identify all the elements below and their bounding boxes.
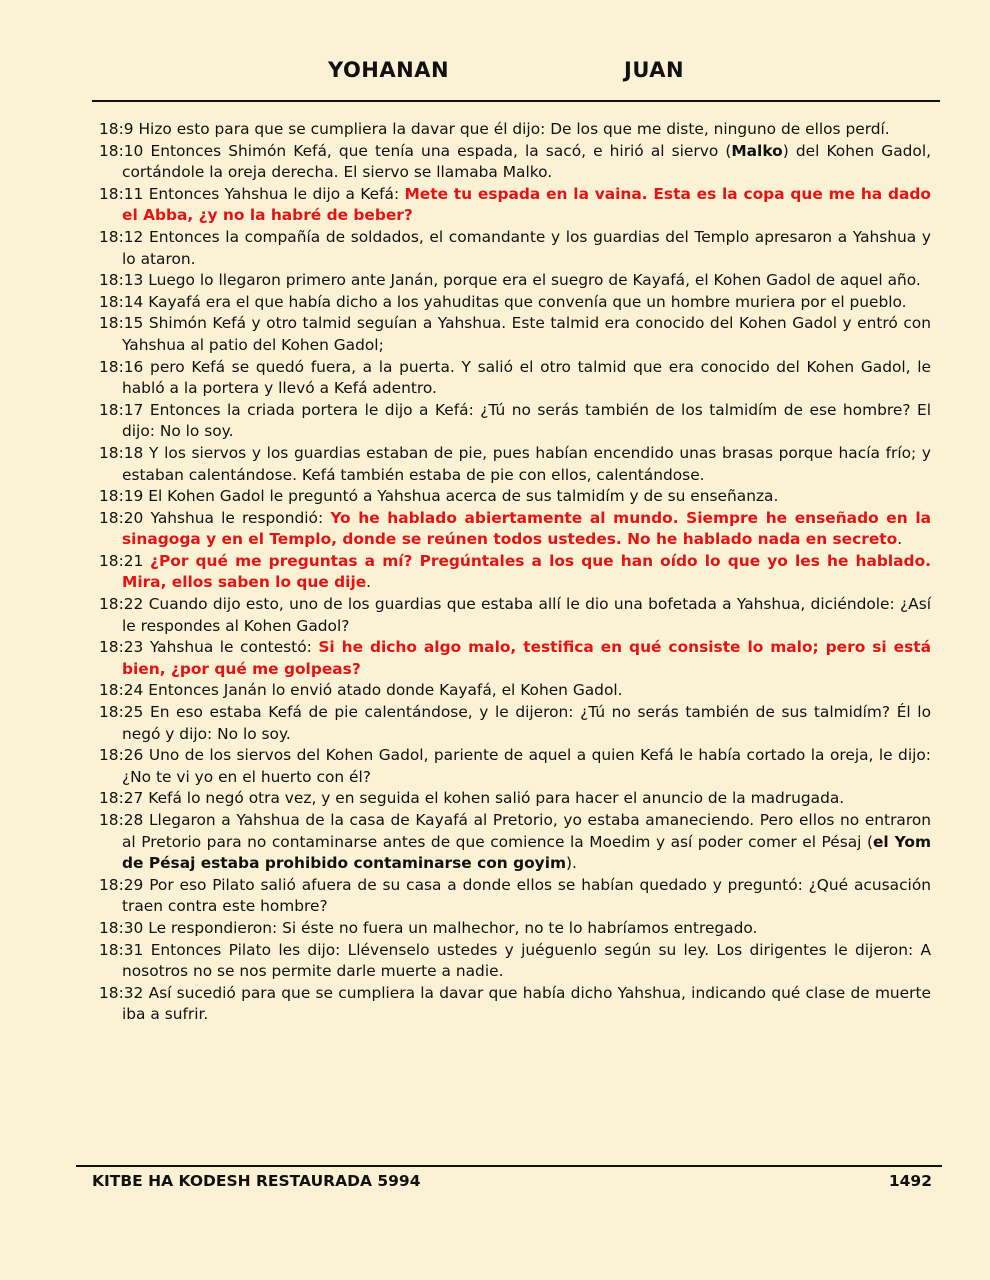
verse-ref: 18:23 [99,638,144,657]
verse [99,594,931,637]
page-number: 1492 [888,1172,932,1190]
verse-ref: 18:15 [99,314,144,333]
verse [99,918,931,940]
verse-text: Malko [731,141,783,160]
verse-text: Entonces Janán lo envió atado donde Kayafá, el Kohen Gadol. [148,681,623,700]
verse-ref: 18:17 [99,400,144,419]
verse-ref: 18:13 [99,271,144,290]
verse [99,270,931,292]
verse-ref: 18:9 [99,120,134,138]
verse-words-of-yahshua: ¿Por qué me preguntas a mí? Pregúntales a los que han oído lo que yo les he hablado. Mira, ellos saben lo que dije [122,551,931,592]
verse-text: ) del Kohen Gadol, cortándole la oreja derecha. El siervo se llamaba Malko. [122,141,931,182]
verse [99,313,931,356]
verse-text: Kefá lo negó otra vez, y en seguida el kohen salió para hacer el anuncio de la madrugada. [148,789,845,808]
verse [99,940,931,983]
verse-ref: 18:25 [99,703,144,722]
verse-list [99,119,931,1026]
verse-ref: 18:20 [99,508,144,527]
verse-text: Yahshua le respondió: [150,508,331,527]
verse-text: Yahshua le contestó: [149,638,319,657]
book-title-hebrew: YOHANAN [328,58,450,82]
verse-text: Shimón Kefá y otro talmid seguían a Yahshua. Este talmid era conocido del Kohen Gadol y entró con Yahshua al patio del Kohen Gadol; [122,314,931,354]
verse [99,788,931,810]
verse [99,400,931,443]
verse-text: Entonces Yahshua le dijo a Kefá: [148,184,405,203]
header-divider [92,100,940,102]
verse-text: Entonces la criada portera le dijo a Kefá: ¿Tú no serás también de los talmidím de ese hombre? El dijo: No lo soy. [122,400,931,441]
verse [99,637,931,680]
verse-ref: 18:18 [99,443,144,462]
verse [99,551,931,594]
verse-text: Uno de los siervos del Kohen Gadol, pariente de aquel a quien Kefá le había cortado la oreja, le dijo: ¿No te vi yo en el huerto con él? [122,746,931,786]
verse-ref: 18:24 [99,681,144,700]
verse-ref: 18:27 [99,789,144,808]
verse-text: Le respondieron: Si éste no fuera un malhechor, no te lo habríamos entregado. [148,918,758,937]
verse-ref: 18:28 [99,811,144,829]
page-header [0,58,990,88]
verse-text: Hizo esto para que se cumpliera la davar que él dijo: De los que me diste, ninguno de ellos perdí. [138,120,890,138]
verse-text: Kayafá era el que había dicho a los yahuditas que convenía que un hombre muriera por el pueblo. [148,292,907,311]
verse-ref: 18:26 [99,746,144,765]
verse [99,702,931,745]
verse-ref: 18:12 [99,227,144,246]
verse-text: El Kohen Gadol le preguntó a Yahshua acerca de sus talmidím y de su enseñanza. [148,487,779,506]
verse-words-of-yahshua: Yo he hablado abiertamente al mundo. Siempre he enseñado en la sinagoga y en el Templo, donde se reúnen todos ustedes. No he hablado nada en secreto [122,508,931,549]
verse-ref: 18:32 [99,983,144,1002]
page-footer [92,1172,932,1194]
verse [99,357,931,400]
verse-ref: 18:31 [99,940,144,959]
verse [99,508,931,551]
verse [99,184,931,227]
verse [99,443,931,486]
footer-title: KITBE HA KODESH RESTAURADA 5994 [92,1172,421,1190]
footer-divider [76,1165,942,1167]
verse-text: En eso estaba Kefá de pie calentándose, y le dijeron: ¿Tú no serás también de sus talmidím? Él lo negó y dijo: No lo soy. [122,703,931,743]
verse [99,486,931,508]
verse-text: el Yom de Pésaj estaba prohibido contaminarse con goyim [122,832,932,873]
verse [99,983,931,1026]
verse-text: ). [566,854,577,873]
verse-text: . [366,573,372,592]
verse [99,875,931,918]
verse-ref: 18:29 [99,875,144,894]
verse-words-of-yahshua: Mete tu espada en la vaina. Esta es la copa que me ha dado el Abba, ¿y no la habré de beber? [122,184,931,225]
verse [99,680,931,702]
verse-ref: 18:10 [99,141,144,160]
verse-ref: 18:16 [99,357,144,376]
verse-text: pero Kefá se quedó fuera, a la puerta. Y salió el otro talmid que era conocido del Kohen Gadol, le habló a la portera y llevó a Kefá adentro. [122,357,931,398]
verse-text: Y los siervos y los guardias estaban de pie, pues habían encendido unas brasas porque hacía frío; y estaban calentándose. Kefá también estaba de pie con ellos, calentándose. [122,443,931,484]
verse-text: Llegaron a Yahshua de la casa de Kayafá al Pretorio, yo estaba amaneciendo. Pero ellos no entraron al Pretorio para no contaminarse antes de que comience la Moedim y así poder comer el Pésaj ( [122,811,931,851]
verse-text: Entonces Pilato les dijo: Llévenselo ustedes y juéguenlo según su ley. Los dirigentes le dijeron: A nosotros no se nos permite darle muerte a nadie. [122,940,931,981]
verse-text: Por eso Pilato salió afuera de su casa a donde ellos se habían quedado y preguntó: ¿Qué acusación traen contra este hombre? [122,875,931,916]
verse-words-of-yahshua: Si he dicho algo malo, testifica en qué consiste lo malo; pero si está bien, ¿por qué me golpeas? [122,638,931,678]
verse [99,745,931,788]
verse-ref: 18:22 [99,595,144,614]
verse-text: Así sucedió para que se cumpliera la davar que había dicho Yahshua, indicando qué clase de muerte iba a sufrir. [122,983,931,1024]
verse-text: . [897,530,903,549]
verse-text: Entonces la compañía de soldados, el comandante y los guardias del Templo apresaron a Yahshua y lo ataron. [122,227,931,268]
verse [99,119,931,141]
verse-ref: 18:21 [99,551,144,570]
verse-ref: 18:30 [99,918,144,937]
verse-ref: 18:11 [99,184,144,203]
verse-ref: 18:19 [99,487,144,506]
verse-text: Luego lo llegaron primero ante Janán, porque era el suegro de Kayafá, el Kohen Gadol de aquel año. [148,271,921,290]
verse-ref: 18:14 [99,292,144,311]
book-title-spanish: JUAN [624,58,685,82]
verse-text: Entonces Shimón Kefá, que tenía una espada, la sacó, e hirió al siervo ( [150,141,732,160]
verse [99,141,931,184]
verse [99,292,931,314]
verse [99,810,931,875]
verse-text: Cuando dijo esto, uno de los guardias que estaba allí le dio una bofetada a Yahshua, diciéndole: ¿Así le respondes al Kohen Gadol? [122,595,931,635]
verse [99,227,931,270]
